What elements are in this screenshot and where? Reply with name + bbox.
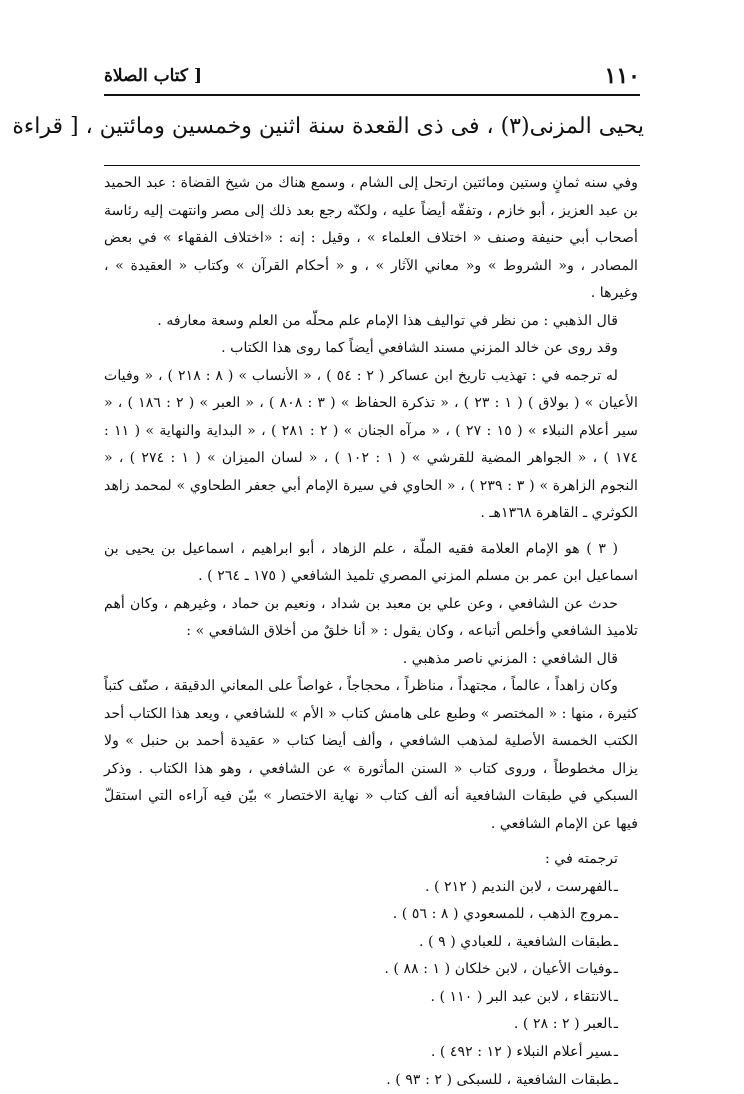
footnote-paragraph-7: قال الشافعي : المزني ناصر مذهبي . [104, 646, 638, 674]
list-item: ـ الفهرست ، لابن النديم ( ٢١٢ ) . [104, 874, 618, 902]
footnote-divider [104, 165, 640, 166]
footnote-paragraph-6: حدث عن الشافعي ، وعن علي بن معبد بن شداد ، ونعيم بن حماد ، وغيرهم ، وكان أهم تلاميذ الشافعي وأخلص أتباعه ، وكان يقول : « أنا خلقٌ من أخلاق الشافعي » : [104, 591, 638, 646]
footnote-paragraph-1: وفي سنه ثمانٍ وستين ومائتين ارتحل إلى الشام ، وسمع هناك من شيخ القضاة : عبد الحميد بن عبد العزيز ، أبو خازم ، وتفقّه أيضاً عليه ، ولكنّه رجع بعد ذلك إلى مصر وانتهت إليه رئاسة أصحاب أبي حنيفة وصنف « اختلاف العلماء » ، وقيل : إنه : «اختلاف الفقهاء » في بعض المصادر ، و« الشروط » و« معاني الآثار » ، و « أحكام القرآن » وكتاب « العقيدة » ، وغيرها . [104, 170, 638, 308]
list-item: ـ وفيات الأعيان ، لابن خلكان ( ١ : ٨٨ ) . [104, 956, 618, 984]
running-title: [ كتاب الصلاة [104, 66, 202, 86]
footnote-sources-1: له ترجمه في : تهذيب تاريخ ابن عساكر ( ٢ : ٥٤ ) ، « الأنساب » ( ٨ : ٢١٨ ) ، « وفيات الأعيان » ( بولاق ) ( ١ : ٢٣ ) ، « تذكرة الحفاظ » ( ٣ : ٨٠٨ ) ، « العبر » ( ٢ : ١٨٦ ) ، « سير أعلام النبلاء » ( ١٥ : ٢٧ ) ، « مرآه الجنان » ( ٢ : ٢٨١ ) ، « البداية والنهاية » ( ١١ : ١٧٤ ) ، « الجواهر المضية للقرشي » ( ١ : ١٠٢ ) ، « لسان الميزان » ( ١ : ٢٧٤ ) ، « النجوم الزاهرة » ( ٣ : ٢٣٩ ) ، « الحاوي في سيرة الإمام أبي جعفر الطحاوي » لمحمد زاهد الكوثري ـ القاهرة ١٣٦٨هـ . [104, 363, 638, 528]
footnote-paragraph-3: وقد روى عن خالد المزني مسند الشافعي أيضاً كما روى هذا الكتاب . [104, 335, 638, 363]
footnote-paragraph-8: وكان زاهداً ، عالماً ، مجتهداً ، مناظراً ، محجاجاً ، غواصاً على المعاني الدقيقة ، صنّف كتباً كثيرة ، منها : « المختصر » وطبع على هامش كتاب « الأم » للشافعي ، ويعد هذا الكتاب أحد الكتب الخمسة الأصلية لمذهب الشافعي ، وألف أيضا كتاب « عقيدة أحمد بن حنبل » ولا يزال مخطوطاً ، وروى كتاب « السنن المأثورة » عن الشافعي ، وهو هذا الكتاب . وذكر السبكي في طبقات الشافعية أنه ألف كتاب « نهاية الاختصار » بيّن فيه آراءه التي استقلّ فيها عن الإمام الشافعي . [104, 673, 638, 838]
sources-list [104, 874, 638, 1094]
list-item: ـ سير أعلام النبلاء ( ١٢ : ٤٩٢ ) . [104, 1039, 618, 1067]
main-text-line: يحيى المزنى(٣) ، فى ذى القعدة سنة اثنين وخمسين ومائتين ، [ قراءة [98, 112, 644, 142]
page-number: ١١٠ [605, 63, 640, 89]
list-item: ـ العبر ( ٢ : ٢٨ ) . [104, 1011, 618, 1039]
list-item: ـ مروج الذهب ، للمسعودي ( ٨ : ٥٦ ) . [104, 901, 618, 929]
list-item: ـ الانتقاء ، لابن عبد البر ( ١١٠ ) . [104, 984, 618, 1012]
footnote-3-intro: ( ٣ ) هو الإمام العلامة فقيه الملّة ، علم الزهاد ، أبو ابراهيم ، اسماعيل بن يحيى بن اسماعيل ابن عمر بن مسلم المزني المصري تلميذ الشافعي ( ١٧٥ ـ ٢٦٤ ) . [104, 536, 638, 591]
footnotes [104, 170, 638, 1094]
footnote-paragraph-2: قال الذهبي : من نظر في تواليف هذا الإمام علم محلّه من العلم وسعة معارفه . [104, 308, 638, 336]
page-header [104, 58, 640, 96]
list-item: ـ طبقات الشافعية ، للسبكى ( ٢ : ٩٣ ) . [104, 1067, 618, 1094]
sources-intro: ترجمته في : [104, 846, 638, 874]
list-item: ـ طبقات الشافعية ، للعبادي ( ٩ ) . [104, 929, 618, 957]
